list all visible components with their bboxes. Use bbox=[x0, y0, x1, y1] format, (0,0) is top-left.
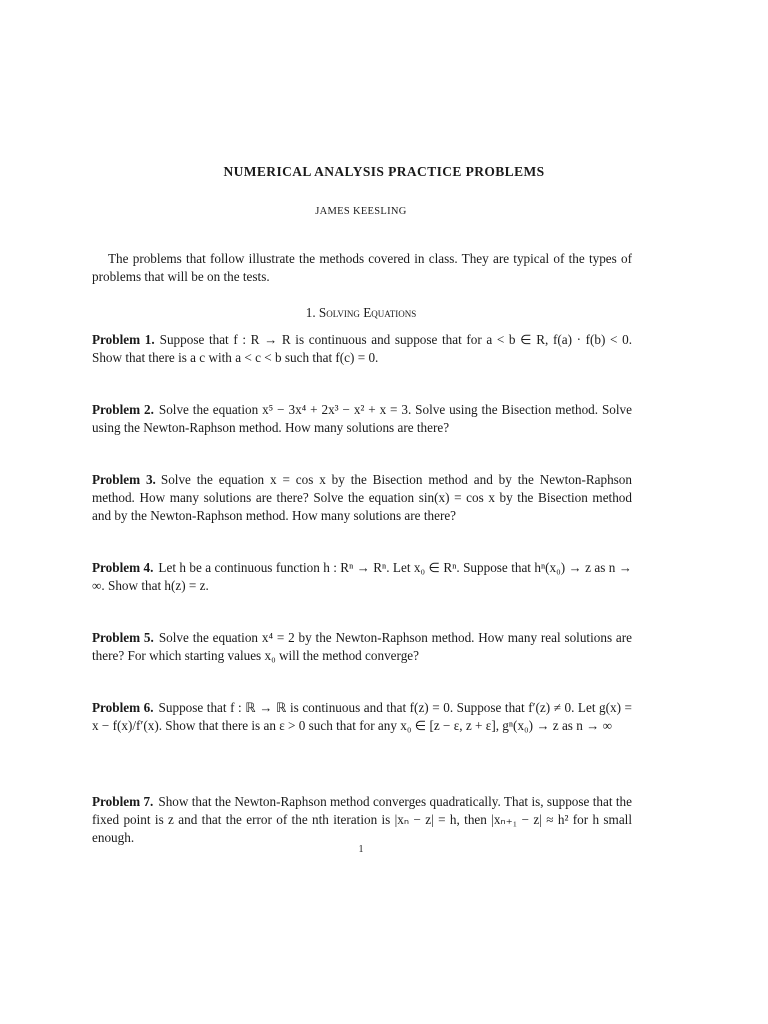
problem-label: Problem 5. bbox=[92, 630, 154, 645]
document-author: JAMES KEESLING bbox=[315, 206, 407, 217]
section-number: 1. bbox=[305, 305, 316, 320]
problem-label: Problem 7. bbox=[92, 794, 154, 809]
problem-text: Solve the equation x⁵ − 3x⁴ + 2x³ − x² + x = 3. Solve using the Bisection method. Solve using the Newton-Raphson method. How many solutions are there? bbox=[92, 402, 632, 435]
problem-5 bbox=[92, 629, 632, 665]
problem-6 bbox=[92, 699, 632, 735]
problem-7 bbox=[92, 793, 632, 847]
problem-label: Problem 2. bbox=[92, 402, 154, 417]
problem-2 bbox=[92, 401, 632, 437]
problem-label: Problem 1. bbox=[92, 332, 155, 347]
problem-3 bbox=[92, 471, 632, 525]
problem-text: Show that the Newton-Raphson method converges quadratically. That is, suppose that the fixed point is z and that the error of the nth iteration is |xₙ − z| = h, then |xₙ₊₁ − z| ≈ h² for h small enough. bbox=[92, 794, 632, 845]
problem-label: Problem 3. bbox=[92, 472, 156, 487]
problem-text: Let h be a continuous function h : Rⁿ → Rⁿ. Let x₀ ∈ Rⁿ. Suppose that hⁿ(x₀) → z as n → ∞. Show that h(z) = z. bbox=[92, 560, 632, 593]
section-title: Solving Equations bbox=[318, 305, 417, 320]
problem-4 bbox=[92, 559, 632, 595]
problem-label: Problem 6. bbox=[92, 700, 154, 715]
page-number: 1 bbox=[358, 844, 364, 855]
problem-text: Solve the equation x⁴ = 2 by the Newton-Raphson method. How many real solutions are there? For which starting values x₀ will the method converge? bbox=[92, 630, 632, 663]
section-heading bbox=[0, 305, 722, 321]
problem-text: Suppose that f : ℝ → ℝ is continuous and that f(z) = 0. Suppose that f′(z) ≠ 0. Let g(x) = x − f(x)/f′(x). Show that there is an ε > 0 such that for any x₀ ∈ [z − ε, z + ε], gⁿ(x₀) → z as n → ∞ bbox=[92, 700, 632, 733]
problem-text: Solve the equation x = cos x by the Bisection method and by the Newton-Raphson method. How many solutions are there? Solve the equation sin(x) = cos x by the Bisection method and by the Newton-Raphson method. How many solutions are there? bbox=[92, 472, 632, 523]
problem-label: Problem 4. bbox=[92, 560, 154, 575]
problem-1 bbox=[92, 331, 632, 367]
intro-paragraph: The problems that follow illustrate the methods covered in class. They are typical of the types of problems that will be on the tests. bbox=[92, 251, 632, 284]
document-title: NUMERICAL ANALYSIS PRACTICE PROBLEMS bbox=[223, 164, 545, 179]
problem-text: Suppose that f : R → R is continuous and suppose that for a < b ∈ R, f(a) · f(b) < 0. Show that there is a c with a < c < b such that f(c) = 0. bbox=[92, 332, 632, 365]
